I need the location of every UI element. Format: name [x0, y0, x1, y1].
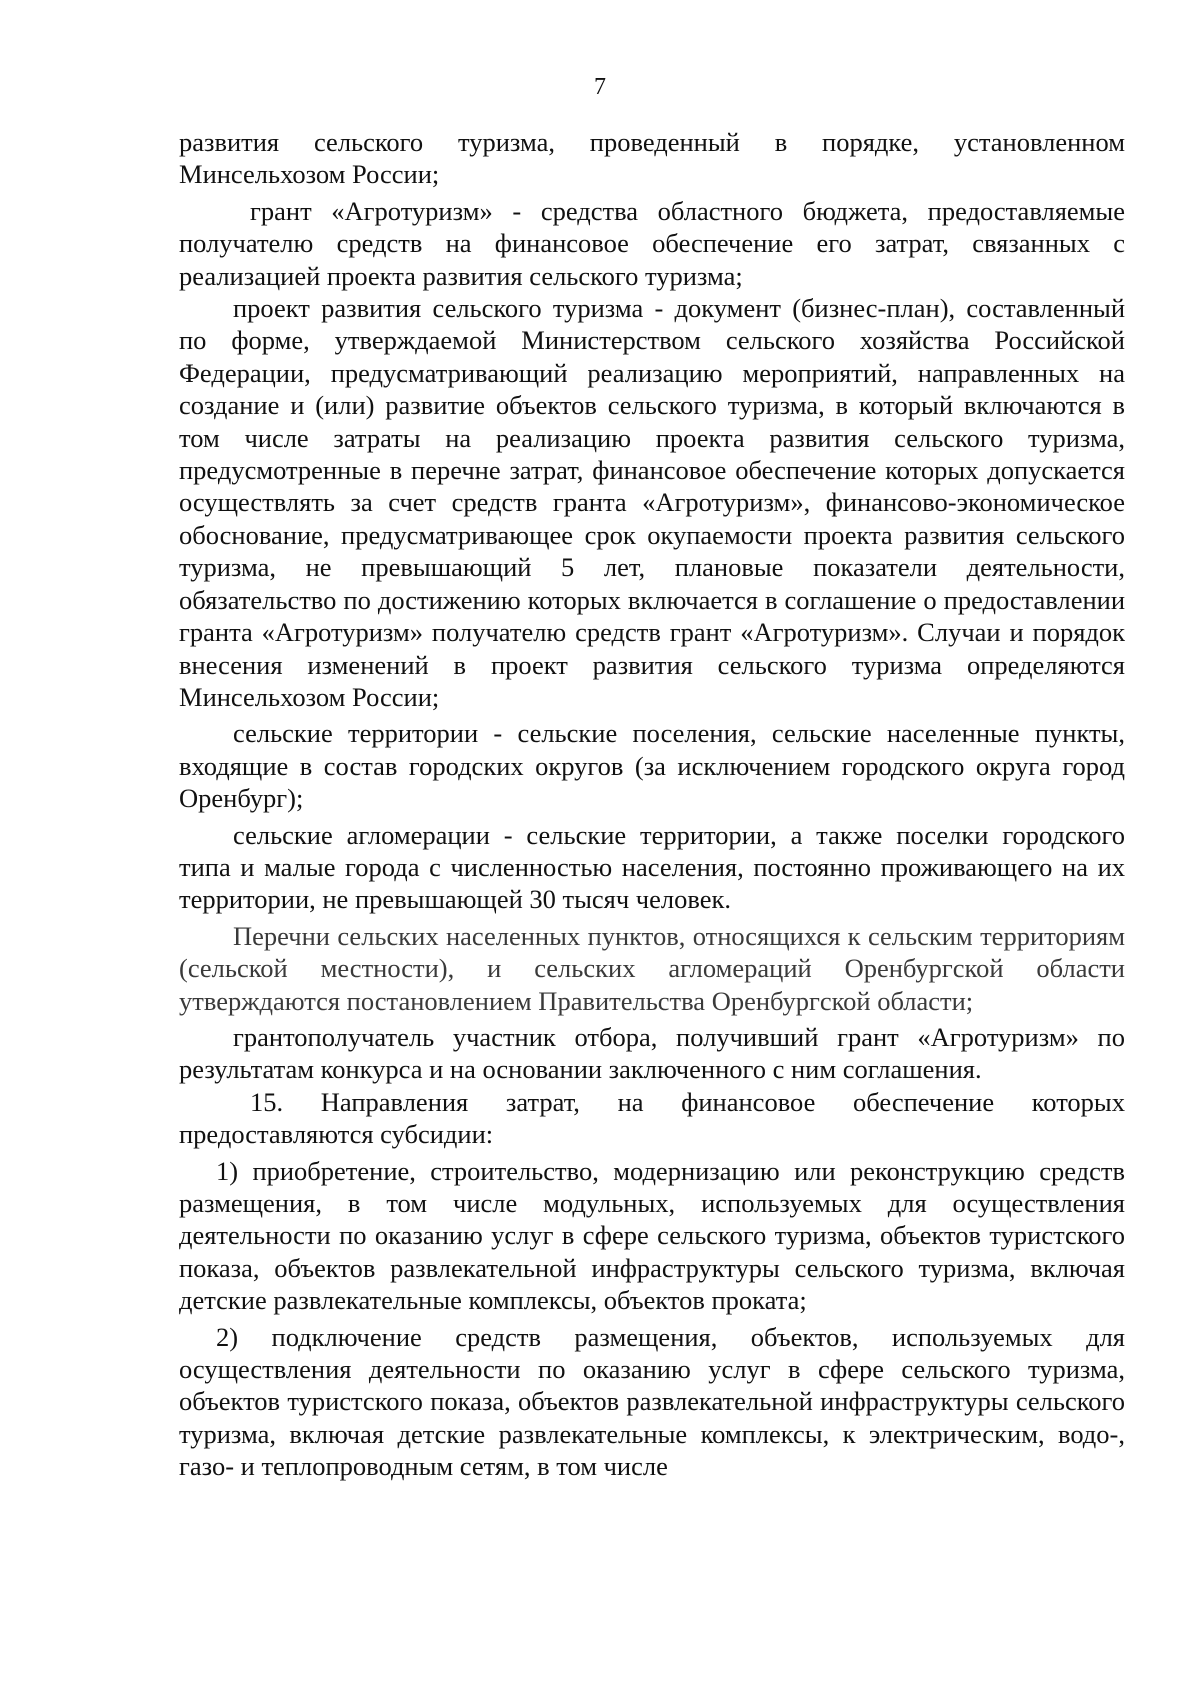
list-item-2: 2) подключение средств размещения, объектов, используемых для осуществления деятельности по оказанию услуг в сфере сельского туризма, объектов туристского показа, объектов развлекательной инфраструктуры сельского туризма, включая детские развлекательные комплексы, к электрическим, водо-, газо- и теплопроводным сетям, в том числе [179, 1321, 1125, 1482]
paragraph-grant-definition: грант «Агротуризм» - средства областного бюджета, предоставляемые получателю средств на финансовое обеспечение его затрат, связанных с реализацией проекта развития сельского туризма; [179, 195, 1125, 291]
paragraph-lists-approval: Перечни сельских населенных пунктов, относящихся к сельским территориям (сельской местности), и сельских агломераций Оренбургской области утверждаются постановлением Правительства Оренбургской области; [179, 920, 1125, 1016]
list-item-1: 1) приобретение, строительство, модернизацию или реконструкцию средств размещения, в том числе модульных, используемых для осуществления деятельности по оказанию услуг в сфере сельского туризма, объектов туристского показа, объектов развлекательной инфраструктуры сельского туризма, включая детские развлекательные комплексы, объектов проката; [179, 1155, 1125, 1316]
document-body [179, 126, 1125, 1483]
paragraph-section-15: 15. Направления затрат, на финансовое обеспечение которых предоставляются субсидии: [179, 1086, 1125, 1150]
paragraph-grant-recipient: грантополучатель участник отбора, получивший грант «Агротуризм» по результатам конкурса и на основании заключенного с ним соглашения. [179, 1021, 1125, 1085]
paragraph-project-definition: проект развития сельского туризма - документ (бизнес-план), составленный по форме, утверждаемой Министерством сельского хозяйства Российской Федерации, предусматривающий реализацию мероприятий, направленных на создание и (или) развитие объектов сельского туризма, в который включаются в том числе затраты на реализацию проекта развития сельского туризма, предусмотренные в перечне затрат, финансовое обеспечение которых допускается осуществлять за счет средств гранта «Агротуризм», финансово-экономическое обоснование, предусматривающее срок окупаемости проекта развития сельского туризма, не превышающий 5 лет, плановые показатели деятельности, обязательство по достижению которых включается в соглашение о предоставлении гранта «Агротуризм» получателю средств грант «Агротуризм». Случаи и порядок внесения изменений в проект развития сельского туризма определяются Минсельхозом России; [179, 293, 1125, 712]
paragraph-rural-territories: сельские территории - сельские поселения, сельские населенные пункты, входящие в состав городских округов (за исключением городского округа город Оренбург); [179, 718, 1125, 814]
paragraph-continuation: развития сельского туризма, проведенный в порядке, установленном Минсельхозом России; [179, 127, 1125, 190]
paragraph-rural-agglomerations: сельские агломерации - сельские территории, а также поселки городского типа и малые города с численностью населения, постоянно проживающего на их территории, не превышающей 30 тысяч человек. [179, 819, 1125, 915]
page-number: 7 [594, 74, 606, 100]
